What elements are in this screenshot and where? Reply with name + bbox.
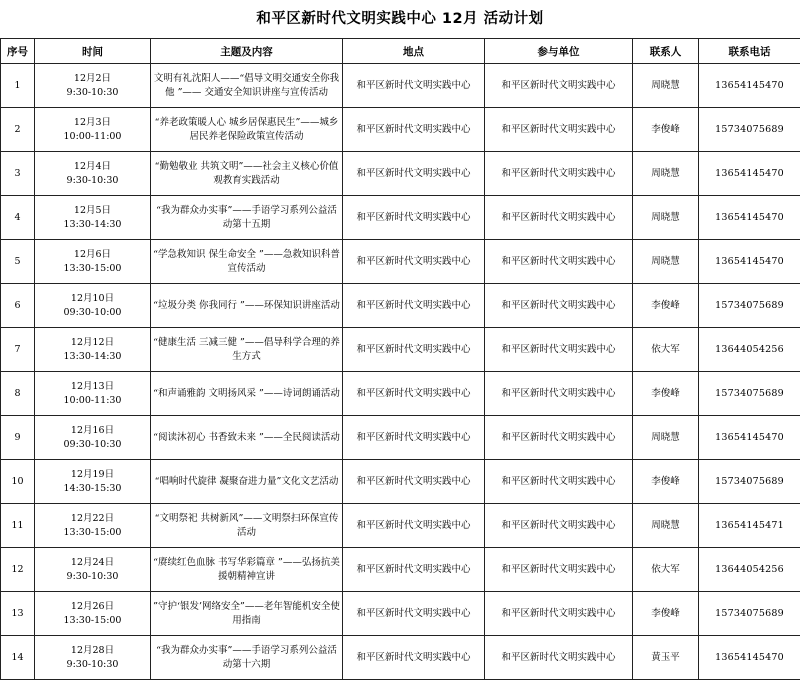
- cell-unit: 和平区新时代文明实践中心: [485, 416, 633, 460]
- cell-topic: “我为群众办实事”——手语学习系列公益活动第十六期: [151, 636, 343, 680]
- cell-phone: 13654145471: [699, 504, 800, 548]
- activity-time-range: 9:30-10:30: [66, 174, 119, 186]
- cell-unit: 和平区新时代文明实践中心: [485, 636, 633, 680]
- cell-time: [35, 548, 151, 592]
- cell-topic: “文明祭祀 共树新风”——文明祭扫环保宣传活动: [151, 504, 343, 548]
- cell-topic: “健康生活 三减三健 ”——倡导科学合理的养生方式: [151, 328, 343, 372]
- cell-contact: 周晓慧: [633, 504, 699, 548]
- activity-date: 12月28日: [70, 645, 115, 657]
- cell-topic: “养老政策暖人心 城乡居保惠民生”——城乡居民养老保险政策宣传活动: [151, 108, 343, 152]
- table-row: [1, 240, 800, 284]
- cell-place: 和平区新时代文明实践中心: [343, 64, 485, 108]
- document-title: 和平区新时代文明实践中心 12月 活动计划: [256, 11, 544, 27]
- header-place: 地点: [343, 39, 485, 64]
- cell-time: [35, 592, 151, 636]
- cell-place: 和平区新时代文明实践中心: [343, 108, 485, 152]
- activity-date: 12月10日: [70, 293, 115, 305]
- cell-no: 1: [1, 64, 35, 108]
- cell-contact: 周晓慧: [633, 196, 699, 240]
- cell-time: [35, 284, 151, 328]
- table-row: [1, 64, 800, 108]
- cell-phone: 15734075689: [699, 460, 800, 504]
- cell-no: 2: [1, 108, 35, 152]
- cell-no: 14: [1, 636, 35, 680]
- cell-topic: 文明有礼沈阳人——“倡导文明交通安全你我他 ”—— 交通安全知识讲座与宣传活动: [151, 64, 343, 108]
- table-row: [1, 372, 800, 416]
- cell-no: 11: [1, 504, 35, 548]
- cell-contact: 依大军: [633, 328, 699, 372]
- cell-place: 和平区新时代文明实践中心: [343, 240, 485, 284]
- cell-no: 3: [1, 152, 35, 196]
- activity-time-range: 10:00-11:30: [63, 394, 122, 406]
- cell-unit: 和平区新时代文明实践中心: [485, 240, 633, 284]
- table-row: [1, 284, 800, 328]
- header-topic: 主题及内容: [151, 39, 343, 64]
- table-row: [1, 328, 800, 372]
- activity-date: 12月3日: [73, 117, 112, 129]
- cell-no: 7: [1, 328, 35, 372]
- cell-place: 和平区新时代文明实践中心: [343, 504, 485, 548]
- cell-time: [35, 416, 151, 460]
- activity-date: 12月5日: [73, 205, 112, 217]
- cell-phone: 13654145470: [699, 152, 800, 196]
- activity-date: 12月16日: [70, 425, 115, 437]
- cell-place: 和平区新时代文明实践中心: [343, 636, 485, 680]
- cell-place: 和平区新时代文明实践中心: [343, 416, 485, 460]
- cell-phone: 15734075689: [699, 108, 800, 152]
- table-header-row: [1, 39, 800, 64]
- cell-place: 和平区新时代文明实践中心: [343, 152, 485, 196]
- activity-date: 12月24日: [70, 557, 115, 569]
- cell-contact: 周晓慧: [633, 240, 699, 284]
- cell-contact: 李俊峰: [633, 460, 699, 504]
- cell-unit: 和平区新时代文明实践中心: [485, 504, 633, 548]
- cell-contact: 李俊峰: [633, 592, 699, 636]
- cell-phone: 13654145470: [699, 240, 800, 284]
- cell-phone: 15734075689: [699, 284, 800, 328]
- cell-no: 4: [1, 196, 35, 240]
- cell-no: 12: [1, 548, 35, 592]
- cell-unit: 和平区新时代文明实践中心: [485, 548, 633, 592]
- cell-time: [35, 636, 151, 680]
- cell-topic: “学急救知识 保生命安全 ”——急救知识科普宣传活动: [151, 240, 343, 284]
- cell-place: 和平区新时代文明实践中心: [343, 372, 485, 416]
- cell-time: [35, 328, 151, 372]
- cell-place: 和平区新时代文明实践中心: [343, 548, 485, 592]
- activity-date: 12月13日: [70, 381, 115, 393]
- cell-time: [35, 504, 151, 548]
- cell-contact: 李俊峰: [633, 372, 699, 416]
- cell-topic: “唱响时代旋律 凝聚奋进力量”文化文艺活动: [151, 460, 343, 504]
- activity-date: 12月22日: [70, 513, 115, 525]
- cell-phone: 13644054256: [699, 328, 800, 372]
- activity-time-range: 13:30-15:00: [63, 614, 122, 626]
- cell-topic: ”守护‘银发’网络安全”——老年智能机安全使用指南: [151, 592, 343, 636]
- activity-time-range: 10:00-11:00: [63, 130, 122, 142]
- cell-contact: 黄玉平: [633, 636, 699, 680]
- cell-no: 8: [1, 372, 35, 416]
- activity-time-range: 13:30-15:00: [63, 526, 122, 538]
- cell-no: 13: [1, 592, 35, 636]
- activity-date: 12月26日: [70, 601, 115, 613]
- cell-topic: “阅读沐初心 书香致未来 ”——全民阅读活动: [151, 416, 343, 460]
- table-row: [1, 460, 800, 504]
- cell-topic: “勤勉敬业 共筑文明”——社会主义核心价值观教育实践活动: [151, 152, 343, 196]
- cell-no: 5: [1, 240, 35, 284]
- cell-unit: 和平区新时代文明实践中心: [485, 108, 633, 152]
- cell-time: [35, 372, 151, 416]
- cell-time: [35, 460, 151, 504]
- cell-phone: 13644054256: [699, 548, 800, 592]
- activity-time-range: 13:30-15:00: [63, 262, 122, 274]
- header-time: 时间: [35, 39, 151, 64]
- cell-no: 6: [1, 284, 35, 328]
- cell-time: [35, 108, 151, 152]
- cell-unit: 和平区新时代文明实践中心: [485, 196, 633, 240]
- activity-date: 12月4日: [73, 161, 112, 173]
- cell-unit: 和平区新时代文明实践中心: [485, 328, 633, 372]
- header-contact: 联系人: [633, 39, 699, 64]
- cell-place: 和平区新时代文明实践中心: [343, 592, 485, 636]
- cell-unit: 和平区新时代文明实践中心: [485, 460, 633, 504]
- cell-contact: 李俊峰: [633, 108, 699, 152]
- cell-topic: “和声诵雅韵 文明扬风采 ”——诗词朗诵活动: [151, 372, 343, 416]
- cell-unit: 和平区新时代文明实践中心: [485, 64, 633, 108]
- activity-date: 12月19日: [70, 469, 115, 481]
- cell-phone: 13654145470: [699, 196, 800, 240]
- table-row: [1, 416, 800, 460]
- cell-contact: 依大军: [633, 548, 699, 592]
- header-unit: 参与单位: [485, 39, 633, 64]
- cell-unit: 和平区新时代文明实践中心: [485, 372, 633, 416]
- activity-time-range: 9:30-10:30: [66, 570, 119, 582]
- activity-plan-table: [0, 38, 800, 680]
- cell-time: [35, 240, 151, 284]
- cell-contact: 周晓慧: [633, 416, 699, 460]
- cell-no: 10: [1, 460, 35, 504]
- cell-topic: “我为群众办实事”——手语学习系列公益活动第十五期: [151, 196, 343, 240]
- cell-contact: 周晓慧: [633, 152, 699, 196]
- table-row: [1, 152, 800, 196]
- cell-topic: “垃圾分类 你我同行 ”——环保知识讲座活动: [151, 284, 343, 328]
- header-phone: 联系电话: [699, 39, 800, 64]
- table-row: [1, 196, 800, 240]
- cell-phone: 15734075689: [699, 592, 800, 636]
- table-row: [1, 548, 800, 592]
- activity-time-range: 9:30-10:30: [66, 658, 119, 670]
- activity-time-range: 14:30-15:30: [63, 482, 122, 494]
- cell-time: [35, 64, 151, 108]
- cell-place: 和平区新时代文明实践中心: [343, 460, 485, 504]
- activity-time-range: 09:30-10:00: [63, 306, 122, 318]
- cell-contact: 李俊峰: [633, 284, 699, 328]
- cell-place: 和平区新时代文明实践中心: [343, 284, 485, 328]
- cell-phone: 13654145470: [699, 64, 800, 108]
- table-row: [1, 636, 800, 680]
- activity-time-range: 9:30-10:30: [66, 86, 119, 98]
- cell-phone: 13654145470: [699, 416, 800, 460]
- cell-phone: 13654145470: [699, 636, 800, 680]
- cell-no: 9: [1, 416, 35, 460]
- cell-contact: 周晓慧: [633, 64, 699, 108]
- cell-place: 和平区新时代文明实践中心: [343, 196, 485, 240]
- cell-topic: “赓续红色血脉 书写华彩篇章 ”——弘扬抗美援朝精神宣讲: [151, 548, 343, 592]
- cell-phone: 15734075689: [699, 372, 800, 416]
- header-no: 序号: [1, 39, 35, 64]
- table-row: [1, 592, 800, 636]
- activity-time-range: 13:30-14:30: [63, 350, 122, 362]
- table-row: [1, 504, 800, 548]
- cell-place: 和平区新时代文明实践中心: [343, 328, 485, 372]
- activity-date: 12月2日: [73, 73, 112, 85]
- table-row: [1, 108, 800, 152]
- activity-time-range: 09:30-10:30: [63, 438, 122, 450]
- activity-date: 12月6日: [73, 249, 112, 261]
- cell-unit: 和平区新时代文明实践中心: [485, 284, 633, 328]
- cell-time: [35, 152, 151, 196]
- cell-time: [35, 196, 151, 240]
- cell-unit: 和平区新时代文明实践中心: [485, 592, 633, 636]
- cell-unit: 和平区新时代文明实践中心: [485, 152, 633, 196]
- activity-date: 12月12日: [70, 337, 115, 349]
- activity-time-range: 13:30-14:30: [63, 218, 122, 230]
